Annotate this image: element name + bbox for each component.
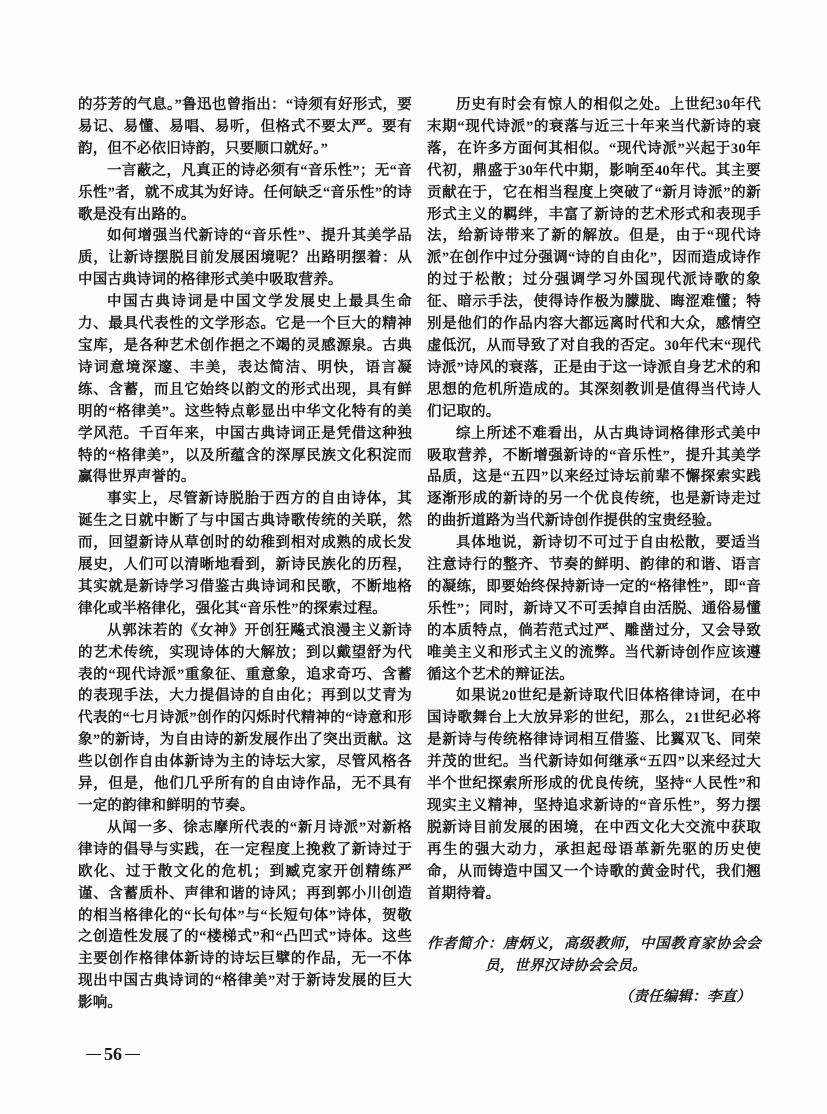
paragraph: 中国古典诗词是中国文学发展史上最具生命力、最具代表性的文学形态。它是一个巨大的精神宝库，是各种艺术创作挹之不竭的灵感源泉。古典诗词意境深邃、丰美，表达简洁、明快，语言凝练、含蓄，而且它始终以韵文的形式出现，具有鲜明的“格律美”。这些特点彰显出中华文化特有的美学风范。千百年来，中国古典诗词正是凭借这种独特的“格律美”，以及所蕴含的深厚民族文化积淀而赢得世界声誉的。 <box>78 294 412 486</box>
page-number-value: 56 <box>104 1044 122 1064</box>
paragraph: 一言蔽之，凡真正的诗必须有“音乐性”；无“音乐性”者，就不成其为好诗。任何缺乏“音乐性”的诗歌是没有出路的。 <box>78 162 412 223</box>
paragraph: 从郭沫若的《女神》开创狂飚式浪漫主义新诗的艺术传统，实现诗体的大解放；到以戴望舒为代表的“现代诗派”重象征、重意象，追求奇巧、含蓄的表现手法，大力提倡诗的自由化；再到以艾青为代表的“七月诗派”创作的闪烁时代精神的“诗意和形象”的新诗，为自由诗的新发展作出了突出贡献。这些以创作自由体新诗为主的诗坛大家，尽管风格各异，但是，他们几乎所有的自由诗作品，无不具有一定的韵律和鲜明的节奏。 <box>78 622 412 814</box>
paragraph: 事实上，尽管新诗脱胎于西方的自由诗体，其诞生之日就中断了与中国古典诗歌传统的关联，然而，回望新诗从草创时的幼稚到相对成熟的成长发展史，人们可以清晰地看到，新诗民族化的历程，其实就是新诗学习借鉴古典诗词和民歌，不断地格律化或半格律化，强化其“音乐性”的探索过程。 <box>78 491 412 617</box>
paragraph: 的芬芳的气息。”鲁迅也曾指出：“诗须有好形式，要易记、易懂、易唱、易听，但格式不要太严。要有韵，但不必依旧诗韵，只要顺口就好。” <box>78 97 412 157</box>
paragraph: 历史有时会有惊人的相似之处。上世纪30年代末期“现代诗派”的衰落与近三十年来当代新诗的衰落，在许多方面何其相似。“现代诗派”兴起于30年代初，鼎盛于30年代中期，影响至40年代。其主要贡献在于，它在相当程度上突破了“新月诗派”的新形式主义的羁绊，丰富了新诗的艺术形式和表现手法，给新诗带来了新的解放。但是，由于“现代诗派”在创作中过分强调“诗的自由化”，因而造成诗作的过于松散；过分强调学习外国现代派诗歌的象征、暗示手法，使得诗作极为朦胧、晦涩难懂；特别是他们的作品内容大都远离时代和大众，感情空虚低沉，从而导致了对自我的否定。30年代末“现代诗派”诗风的衰落，正是由于这一诗派自身艺术的和思想的危机所造成的。其深刻教训是值得当代诗人们记取的。 <box>427 97 761 420</box>
paragraph: 综上所述不难看出，从古典诗词格律形式美中吸取营养，不断增强新诗的“音乐性”，提升其美学品质，这是“五四”以来经过诗坛前辈不懈探索实践逐渐形成的新诗的另一个优良传统，也是新诗走过的曲折道路为当代新诗创作提供的宝贵经验。 <box>427 425 761 530</box>
page-number-dash-left: — <box>86 1046 101 1062</box>
author-bio-label: 作者简介： <box>427 935 504 952</box>
paragraph: 具体地说，新诗切不可过于自由松散，要适当注意诗行的整齐、节奏的鲜明、韵律的和谐、语言的凝练，即要始终保持新诗一定的“格律性”，即“音乐性”；同时，新诗又不可丢掉自由活脱、通俗易懂的本质特点，倘若范式过严、雕凿过分，又会导致唯美主义和形式主义的流弊。当代新诗创作应该遵循这个艺术的辩证法。 <box>427 535 761 683</box>
right-column <box>427 95 761 1008</box>
paragraph: 如果说20世纪是新诗取代旧体格律诗词，在中国诗歌舞台上大放异彩的世纪，那么，21世纪必将是新诗与传统格律诗词相互借鉴、比翼双飞、同荣并茂的世纪。当代新诗如何继承“五四”以来经过大半个世纪探索所形成的优良传统，坚持“人民性”和现实主义精神，坚持追求新诗的“音乐性”，努力摆脱新诗目前发展的困境，在中西文化大交流中获取再生的强大动力，承担起母语革新先驱的历史使命，从而铸造中国又一个诗歌的黄金时代，我们翘首期待着。 <box>427 688 761 902</box>
author-bio <box>427 933 761 978</box>
page-number-dash-right: — <box>125 1046 140 1062</box>
author-bio-text: 唐炳义，高级教师，中国教育家协会会员，世界汉诗协会会员。 <box>485 935 762 975</box>
editor-note: （责任编辑：李直） <box>618 988 751 1005</box>
left-column <box>78 95 412 1015</box>
paragraph: 如何增强当代新诗的“音乐性”、提升其美学品质，让新诗摆脱目前发展困境呢？出路明摆着：从中国古典诗词的格律形式美中吸取营养。 <box>78 228 412 289</box>
page-number <box>86 1044 140 1065</box>
paragraph: 从闻一多、徐志摩所代表的“新月诗派”对新格律诗的倡导与实践，在一定程度上挽救了新诗过于欧化、过于散文化的危机；到臧克家开创精练严谨、含蓄质朴、声律和谐的诗风；再到郭小川创造的相当格律化的“长句体”与“长短句体”诗体，贺敬之创造性发展了的“楼梯式”和“凸凹式”诗体。这些主要创作格律体新诗的诗坛巨擘的作品，无一不体现出中国古典诗词的“格律美”对于新诗发展的巨大影响。 <box>78 819 412 1012</box>
